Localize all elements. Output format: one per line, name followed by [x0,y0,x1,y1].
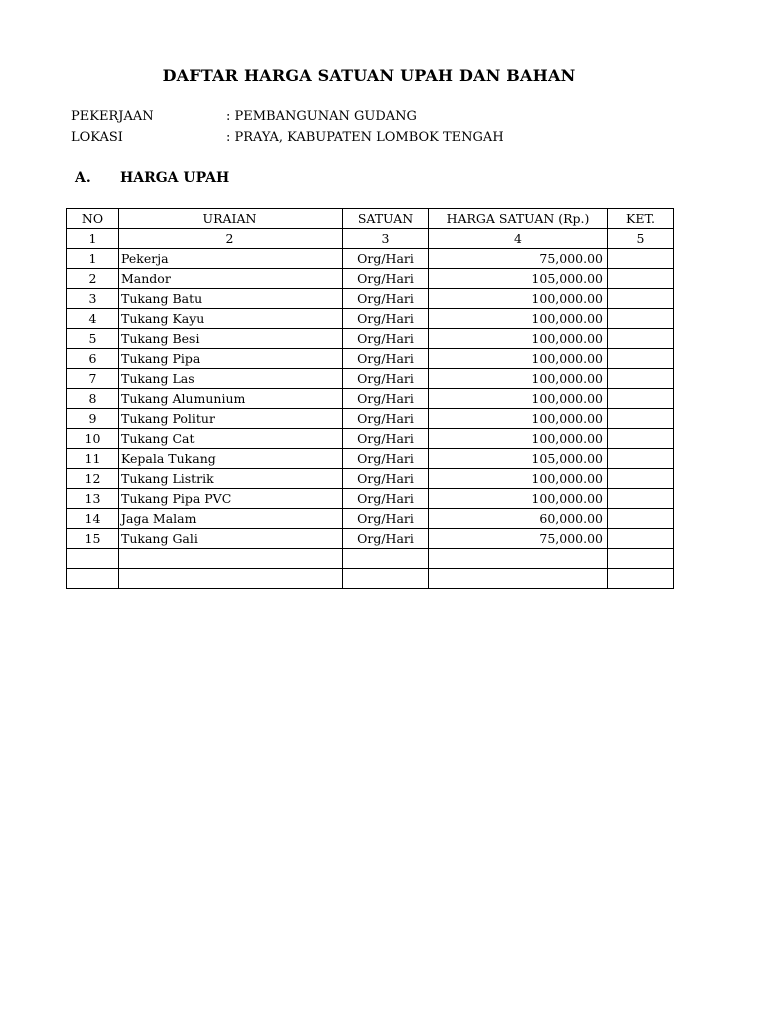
cell-uraian: Kepala Tukang [119,449,343,469]
section-letter: A. [75,170,91,186]
cell-uraian: Tukang Cat [119,429,343,449]
cell-no: 15 [67,529,119,549]
cell-satuan: Org/Hari [343,429,429,449]
table-row [67,329,674,349]
cell-uraian: Tukang Gali [119,529,343,549]
cell-ket [608,489,674,509]
cell-uraian: Tukang Pipa PVC [119,489,343,509]
cell-uraian: Jaga Malam [119,509,343,529]
cell-satuan: Org/Hari [343,309,429,329]
cell-satuan: Org/Hari [343,509,429,529]
table-row [67,569,674,589]
cell-satuan: Org/Hari [343,449,429,469]
cell-satuan [343,569,429,589]
header-satuan: SATUAN [343,209,429,229]
cell-harga-satuan: 100,000.00 [429,429,608,449]
cell-ket [608,369,674,389]
cell-uraian: Pekerja [119,249,343,269]
table-row [67,389,674,409]
cell-no [67,549,119,569]
cell-no: 2 [67,269,119,289]
cell-uraian: Tukang Kayu [119,309,343,329]
cell-no: 12 [67,469,119,489]
column-number: 5 [608,229,674,249]
cell-no: 5 [67,329,119,349]
cell-uraian: Tukang Besi [119,329,343,349]
table-row [67,309,674,329]
cell-satuan: Org/Hari [343,349,429,369]
cell-ket [608,449,674,469]
cell-no [67,569,119,589]
meta-label-pekerjaan: PEKERJAAN [71,109,154,124]
table-body [67,249,674,589]
column-number-row [67,229,674,249]
table-row [67,269,674,289]
table-row [67,449,674,469]
harga-upah-table [66,208,674,589]
cell-no: 14 [67,509,119,529]
cell-harga-satuan: 100,000.00 [429,489,608,509]
cell-ket [608,529,674,549]
column-number: 4 [429,229,608,249]
cell-satuan: Org/Hari [343,389,429,409]
meta-label-lokasi: LOKASI [71,130,123,145]
cell-harga-satuan [429,569,608,589]
meta-value-pekerjaan: : PEMBANGUNAN GUDANG [226,109,417,124]
cell-no: 1 [67,249,119,269]
cell-uraian: Tukang Alumunium [119,389,343,409]
cell-harga-satuan: 100,000.00 [429,329,608,349]
meta-row-pekerjaan [71,109,417,124]
cell-satuan: Org/Hari [343,369,429,389]
cell-satuan: Org/Hari [343,269,429,289]
cell-ket [608,469,674,489]
table-row [67,469,674,489]
cell-satuan [343,549,429,569]
cell-harga-satuan: 100,000.00 [429,349,608,369]
cell-harga-satuan: 75,000.00 [429,529,608,549]
cell-ket [608,309,674,329]
cell-no: 11 [67,449,119,469]
cell-harga-satuan: 100,000.00 [429,309,608,329]
document-title: DAFTAR HARGA SATUAN UPAH DAN BAHAN [162,66,576,85]
section-heading [75,170,229,186]
cell-uraian: Tukang Las [119,369,343,389]
cell-uraian: Tukang Batu [119,289,343,309]
cell-uraian: Mandor [119,269,343,289]
table-row [67,409,674,429]
table-row [67,369,674,389]
cell-harga-satuan [429,549,608,569]
section-title: HARGA UPAH [120,170,230,186]
cell-harga-satuan: 105,000.00 [429,269,608,289]
cell-uraian: Tukang Listrik [119,469,343,489]
cell-satuan: Org/Hari [343,409,429,429]
cell-ket [608,269,674,289]
cell-satuan: Org/Hari [343,469,429,489]
cell-ket [608,569,674,589]
header-uraian: URAIAN [119,209,343,229]
cell-uraian [119,569,343,589]
cell-ket [608,389,674,409]
cell-harga-satuan: 60,000.00 [429,509,608,529]
table-row [67,509,674,529]
cell-no: 8 [67,389,119,409]
cell-no: 3 [67,289,119,309]
table-row [67,549,674,569]
cell-harga-satuan: 75,000.00 [429,249,608,269]
cell-no: 4 [67,309,119,329]
cell-harga-satuan: 100,000.00 [429,369,608,389]
cell-uraian [119,549,343,569]
cell-ket [608,549,674,569]
table-header-row [67,209,674,229]
table-row [67,349,674,369]
column-number: 2 [119,229,343,249]
cell-satuan: Org/Hari [343,529,429,549]
meta-value-lokasi: : PRAYA, KABUPATEN LOMBOK TENGAH [226,130,504,145]
cell-ket [608,249,674,269]
cell-harga-satuan: 100,000.00 [429,389,608,409]
cell-ket [608,289,674,309]
cell-ket [608,509,674,529]
cell-harga-satuan: 100,000.00 [429,469,608,489]
meta-row-lokasi [71,130,504,145]
cell-ket [608,429,674,449]
table-row [67,489,674,509]
cell-harga-satuan: 100,000.00 [429,409,608,429]
cell-satuan: Org/Hari [343,289,429,309]
cell-ket [608,409,674,429]
header-harga-satuan: HARGA SATUAN (Rp.) [429,209,608,229]
cell-harga-satuan: 100,000.00 [429,289,608,309]
cell-no: 9 [67,409,119,429]
column-number: 3 [343,229,429,249]
cell-uraian: Tukang Politur [119,409,343,429]
cell-no: 10 [67,429,119,449]
cell-no: 7 [67,369,119,389]
header-no: NO [67,209,119,229]
cell-harga-satuan: 105,000.00 [429,449,608,469]
column-number: 1 [67,229,119,249]
cell-satuan: Org/Hari [343,489,429,509]
table-row [67,289,674,309]
cell-ket [608,329,674,349]
cell-ket [608,349,674,369]
cell-no: 13 [67,489,119,509]
table-row [67,429,674,449]
cell-uraian: Tukang Pipa [119,349,343,369]
header-ket: KET. [608,209,674,229]
table-row [67,529,674,549]
cell-satuan: Org/Hari [343,329,429,349]
cell-no: 6 [67,349,119,369]
table-row [67,249,674,269]
cell-satuan: Org/Hari [343,249,429,269]
